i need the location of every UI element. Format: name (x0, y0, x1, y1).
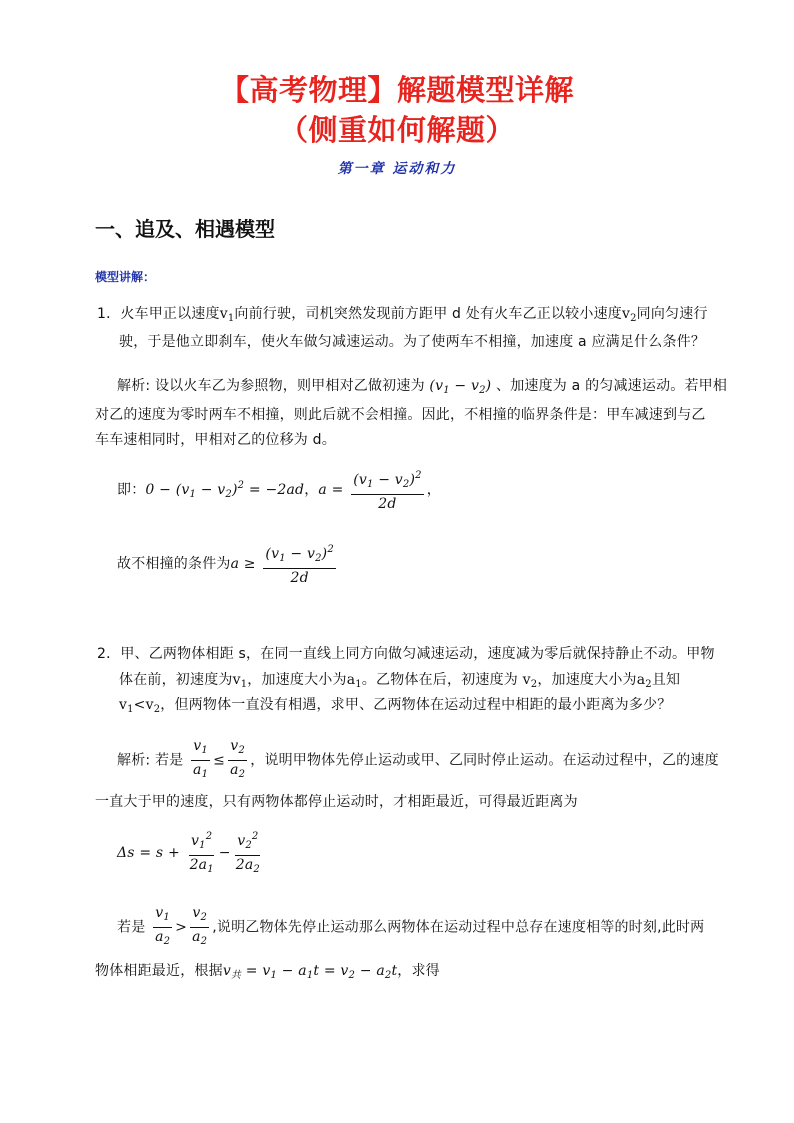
section-heading: 一、追及、相遇模型 (95, 217, 275, 241)
solution-2-case-2: 若是 $\frac{v_1}{a_2}$ > $\frac{v_2}{a_2}$ ,说明乙物体先停止运动那么两物体在运动过程中总存在速度相等的时刻,此时两 (117, 905, 705, 947)
equation-1: 即：$0 - (v_1 - v_2)^2 = -2ad$，a = $\frac{(v_1 - v_2)^2}{2d}$ ， (117, 467, 441, 513)
solution-2-line-2: 一直大于甲的速度，只有两物体都停止运动时，才相距最近，可得最近距离为 (95, 794, 578, 810)
equation-min-distance: Δs = s + $\frac{v_1^2}{2a_1}$ − $\frac{v_2^2}{2a_2}$ (117, 828, 265, 878)
solution-2-case-2-line-2: 物体相距最近，根据$v_共 = v_1 - a_1t = v_2 - a_2t$，求得 (95, 963, 440, 981)
conclusion-1: 故不相撞的条件为a ≥ $\frac{(v_1 - v_2)^2}{2d}$ (117, 541, 339, 587)
problem-1-line-2: 驶，于是他立即刹车，使火车做匀减速运动。为了使两车不相撞，加速度 a 应满足什么条件？ (119, 334, 706, 350)
problem-2-line-1: 2．甲、乙两物体相距 s，在同一直线上同方向做匀减速运动，速度减为零后就保持静止不动。甲物 (97, 646, 715, 662)
document-subtitle: （侧重如何解题） (278, 113, 515, 147)
chapter-heading: 第一章 运动和力 (337, 161, 457, 177)
model-explanation-label: 模型讲解： (95, 270, 156, 284)
problem-1-line-1: 1．火车甲正以速度$v_1$向前行驶，司机突然发现前方距甲 d 处有火车乙正以较小速度$v_2$同向匀速行 (97, 306, 708, 324)
problem-number: 2． (97, 646, 121, 662)
document-title: 【高考物理】解题模型详解 (219, 73, 574, 107)
problem-number: 1． (97, 306, 121, 322)
problem-2-line-2: 体在前，初速度为$v_1$，加速度大小为$a_1$。乙物体在后，初速度为 $v_2$，加速度大小为$a_2$且知 (119, 672, 681, 690)
problem-2-line-3: $v_1<v_2$，但两物体一直没有相遇，求甲、乙两物体在运动过程中相距的最小距离为多少？ (119, 697, 672, 715)
solution-1-line-2: 对乙的速度为零时两车不相撞，则此后就不会相撞。因此，不相撞的临界条件是：甲车减速到与乙 (95, 407, 706, 423)
solution-1-line-1: 解析: 设以火车乙为参照物，则甲相对乙做初速为 $(v_1 - v_2)$ 、加速度为 a 的匀减速运动。若甲相 (117, 378, 728, 396)
solution-1-line-3: 车车速相同时，甲相对乙的位移为 d。 (95, 432, 336, 448)
solution-2-line-1: 解析: 若是 $\frac{v_1}{a_1}$ ≤ $\frac{v_2}{a_2}$ ，说明甲物体先停止运动或甲、乙同时停止运动。在运动过程中，乙的速度 (117, 738, 719, 780)
